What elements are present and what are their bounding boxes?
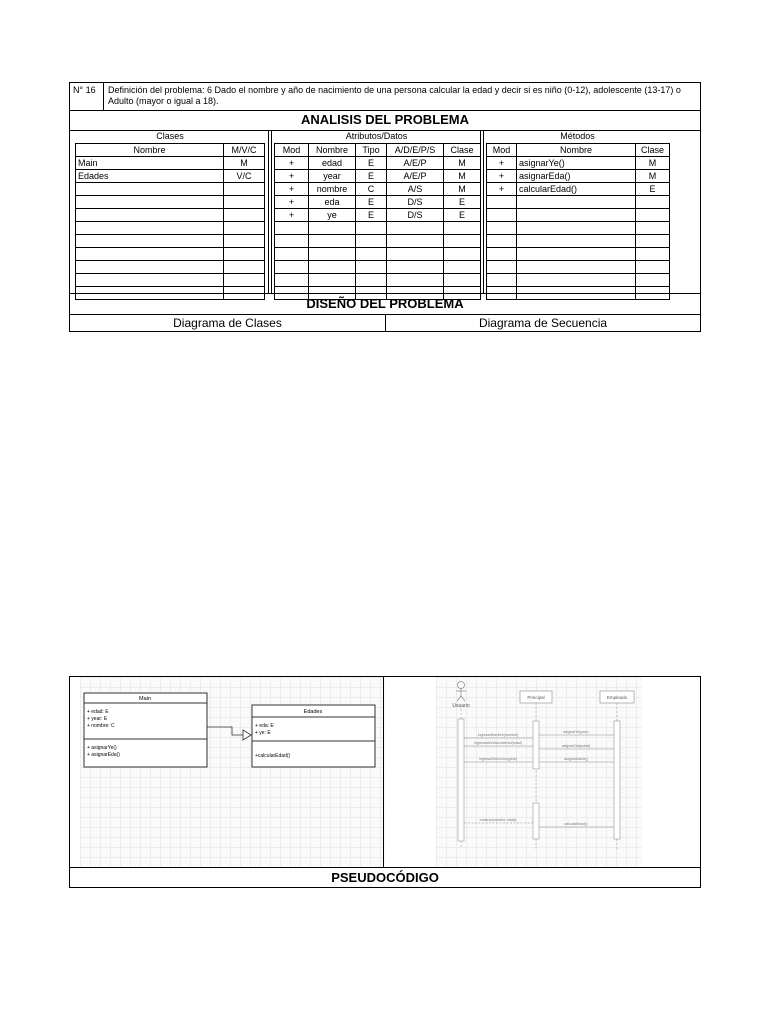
table-cell: [275, 261, 309, 274]
table-cell: [309, 235, 356, 248]
table-cell: +: [275, 196, 309, 209]
table-cell: [76, 209, 224, 222]
table-cell: edad: [309, 157, 356, 170]
table-cell: [356, 261, 387, 274]
table-row: [76, 235, 265, 248]
edades-attribute: + ye: E: [255, 730, 271, 736]
table-cell: +: [275, 157, 309, 170]
table-row: [487, 170, 670, 183]
metodos-column-header: Mod: [487, 144, 517, 157]
table-row: [275, 196, 481, 209]
table-cell: [76, 261, 224, 274]
table-cell: [387, 274, 444, 287]
actor-label: Usuario: [452, 703, 470, 709]
table-cell: D/S: [387, 209, 444, 222]
table-cell: [224, 235, 265, 248]
main-class-box: [84, 693, 207, 767]
table-cell: [224, 222, 265, 235]
analysis-title: ANALISIS DEL PROBLEMA: [70, 110, 700, 131]
clases-column-header: M/V/C: [224, 144, 265, 157]
table-cell: [517, 222, 636, 235]
table-cell: [387, 261, 444, 274]
table-cell: calcularEdad(): [517, 183, 636, 196]
table-cell: [517, 261, 636, 274]
table-row: [76, 196, 265, 209]
separator: [268, 130, 269, 293]
table-cell: [224, 261, 265, 274]
table-cell: [517, 209, 636, 222]
table-row: [275, 170, 481, 183]
metodos-column-header: Clase: [636, 144, 670, 157]
table-cell: [224, 196, 265, 209]
table-cell: [636, 248, 670, 261]
table-cell: [444, 261, 481, 274]
atributos-caption: Atributos/Datos: [345, 131, 408, 141]
message-label: asignarYe(year): [563, 730, 589, 734]
table-cell: [487, 274, 517, 287]
metodos-column-header: Nombre: [517, 144, 636, 157]
table-cell: +: [487, 170, 517, 183]
table-cell: [487, 209, 517, 222]
message-label: ingresarNombre(nombre): [477, 733, 519, 737]
table-row: [76, 274, 265, 287]
table-row: [76, 157, 265, 170]
table-cell: [387, 222, 444, 235]
table-cell: [636, 261, 670, 274]
table-cell: [636, 274, 670, 287]
table-row: [275, 157, 481, 170]
diagrams-sheet: [69, 676, 701, 888]
table-cell: [275, 274, 309, 287]
problem-definition-row: [70, 83, 700, 111]
edades-attribute: + eda: E: [255, 723, 274, 729]
clases-caption: Clases: [156, 131, 184, 141]
atributos-table: [274, 143, 481, 300]
table-cell: [224, 209, 265, 222]
edades-class-name: Edades: [303, 709, 323, 715]
table-row: [76, 183, 265, 196]
design-title: DISEÑO DEL PROBLEMA: [70, 293, 700, 315]
inheritance-arrow: [207, 727, 251, 740]
sequence-diagram-svg: [436, 677, 642, 867]
table-cell: [309, 261, 356, 274]
table-cell: [444, 274, 481, 287]
table-row: [487, 248, 670, 261]
table-cell: [487, 196, 517, 209]
table-row: [76, 170, 265, 183]
table-cell: M: [636, 170, 670, 183]
table-row: [76, 248, 265, 261]
table-row: [275, 209, 481, 222]
table-cell: [487, 248, 517, 261]
table-cell: [356, 235, 387, 248]
table-row: [76, 261, 265, 274]
table-row: [275, 222, 481, 235]
diagram-divider: [383, 677, 384, 867]
table-row: [487, 183, 670, 196]
table-cell: [487, 235, 517, 248]
metodos-header-row: [487, 144, 670, 157]
main-attribute: + nombre: C: [87, 723, 115, 729]
table-cell: [444, 222, 481, 235]
separator: [483, 130, 484, 293]
edades-class-box: [252, 705, 375, 767]
table-cell: Main: [76, 157, 224, 170]
table-row: [275, 274, 481, 287]
table-cell: [487, 261, 517, 274]
table-cell: E: [356, 196, 387, 209]
message-label: ingresarAñoNacimiento(edad): [474, 741, 522, 745]
table-row: [487, 274, 670, 287]
table-row: [275, 183, 481, 196]
table-cell: asignarEda(): [517, 170, 636, 183]
table-cell: [275, 248, 309, 261]
table-cell: [444, 248, 481, 261]
table-row: [275, 261, 481, 274]
sequence-diagram: [436, 677, 642, 867]
table-cell: +: [487, 183, 517, 196]
problem-definition: Definición del problema: 6 Dado el nombre y año de nacimiento de una persona calcular la edad y decir si es niño (0-12), adolescente (13-17) o Adulto (mayor o igual a 18).: [108, 85, 681, 106]
table-row: [487, 235, 670, 248]
table-cell: [517, 274, 636, 287]
table-cell: asignarYe(): [517, 157, 636, 170]
table-row: [76, 209, 265, 222]
clases-header-row: [76, 144, 265, 157]
sequence-diagram-label: Diagrama de Secuencia: [478, 316, 608, 330]
table-cell: [76, 183, 224, 196]
table-cell: A/E/P: [387, 170, 444, 183]
atributos-column-header: A/D/E/P/S: [387, 144, 444, 157]
table-cell: [517, 196, 636, 209]
table-cell: M: [636, 157, 670, 170]
table-cell: C: [356, 183, 387, 196]
table-cell: E: [444, 209, 481, 222]
table-cell: +: [487, 157, 517, 170]
message-label: asignarEda(edad): [561, 744, 591, 748]
atributos-column-header: Mod: [275, 144, 309, 157]
table-cell: E: [356, 170, 387, 183]
metodos-caption: Métodos: [560, 131, 595, 141]
table-cell: [76, 196, 224, 209]
table-cell: [76, 235, 224, 248]
table-cell: [309, 274, 356, 287]
table-cell: E: [636, 183, 670, 196]
table-cell: eda: [309, 196, 356, 209]
table-cell: [636, 196, 670, 209]
table-cell: E: [356, 157, 387, 170]
table-cell: [76, 274, 224, 287]
atributos-column-header: Clase: [444, 144, 481, 157]
class-diagram-label: Diagrama de Clases: [70, 314, 386, 332]
table-cell: [636, 222, 670, 235]
message-label: mostrar(nombre, edad): [479, 818, 517, 822]
lifeline-label: Empleado: [606, 695, 628, 700]
table-cell: [76, 248, 224, 261]
problem-number: N° 16: [70, 83, 104, 110]
table-row: [487, 196, 670, 209]
table-cell: [309, 222, 356, 235]
activation-bars: [458, 719, 620, 841]
table-cell: [356, 274, 387, 287]
table-cell: V/C: [224, 170, 265, 183]
main-attribute: + edad: E: [87, 709, 109, 715]
actor-figure: [456, 682, 466, 702]
table-cell: A/E/P: [387, 157, 444, 170]
table-cell: [224, 183, 265, 196]
table-cell: [487, 222, 517, 235]
table-cell: [224, 248, 265, 261]
table-cell: [275, 222, 309, 235]
table-cell: [76, 222, 224, 235]
table-row: [487, 209, 670, 222]
atributos-column-header: Nombre: [309, 144, 356, 157]
clases-table: [75, 143, 265, 300]
table-cell: +: [275, 183, 309, 196]
table-cell: M: [224, 157, 265, 170]
table-cell: +: [275, 170, 309, 183]
main-method: + asignarYe(): [87, 745, 117, 751]
separator: [271, 130, 272, 293]
table-cell: [636, 209, 670, 222]
metodos-table: [486, 143, 670, 300]
message-label: asignarName(): [564, 757, 588, 761]
class-diagram: [80, 677, 385, 867]
table-row: [76, 222, 265, 235]
table-cell: E: [444, 196, 481, 209]
table-cell: +: [275, 209, 309, 222]
table-row: [275, 235, 481, 248]
table-row: [487, 222, 670, 235]
problem-analysis-sheet: [69, 82, 701, 332]
table-cell: [517, 235, 636, 248]
table-cell: [356, 248, 387, 261]
atributos-column-header: Tipo: [356, 144, 387, 157]
pseudocode-title: PSEUDOCÓDIGO: [70, 867, 700, 888]
table-cell: D/S: [387, 196, 444, 209]
table-cell: year: [309, 170, 356, 183]
main-attribute: + year: E: [87, 716, 108, 722]
lifeline-label: Principal: [527, 695, 545, 700]
main-class-name: Main: [139, 696, 151, 702]
table-row: [275, 248, 481, 261]
table-cell: A/S: [387, 183, 444, 196]
table-cell: E: [356, 209, 387, 222]
table-cell: [444, 235, 481, 248]
table-cell: [387, 235, 444, 248]
edades-method: +calcularEdad(): [255, 753, 291, 759]
main-method: + asignarEda(): [87, 752, 120, 758]
table-row: [487, 261, 670, 274]
table-cell: nombre: [309, 183, 356, 196]
message-label: calcularEdad(): [564, 822, 588, 826]
message-label: ingresarSeleccion(year): [479, 757, 517, 761]
table-cell: [356, 222, 387, 235]
table-cell: [387, 248, 444, 261]
table-cell: [275, 235, 309, 248]
class-diagram-svg: [80, 677, 385, 867]
table-cell: [517, 248, 636, 261]
table-cell: [309, 248, 356, 261]
table-cell: M: [444, 170, 481, 183]
table-cell: M: [444, 157, 481, 170]
table-row: [487, 157, 670, 170]
clases-column-header: Nombre: [76, 144, 224, 157]
table-cell: ye: [309, 209, 356, 222]
table-cell: M: [444, 183, 481, 196]
separator: [480, 130, 481, 293]
table-cell: [224, 274, 265, 287]
atributos-header-row: [275, 144, 481, 157]
table-cell: [636, 235, 670, 248]
table-cell: Edades: [76, 170, 224, 183]
